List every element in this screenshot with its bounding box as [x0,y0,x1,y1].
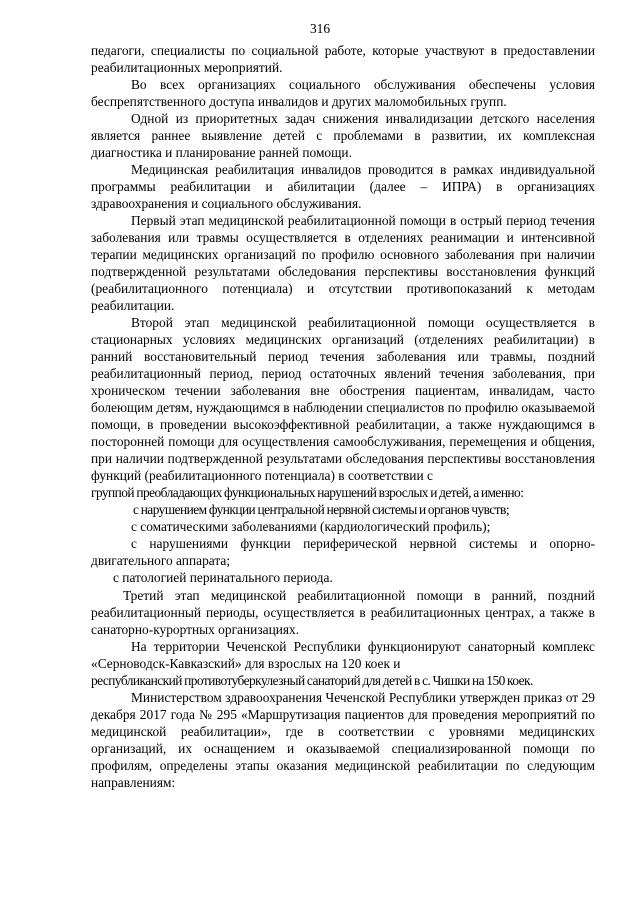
paragraph: На территории Чеченской Республики функционируют санаторный комплекс «Серноводск-Кавказский» для взрослых на 120 коек и [91,639,595,671]
list-item: с патологией перинатального периода. [113,570,333,585]
page-number: 316 [309,21,331,36]
paragraph: Одной из приоритетных задач снижения инвалидизации детского населения является раннее выявление детей с проблемами в развитии, их комплексная диагностика и планирование ранней помощи. [91,111,595,160]
paragraph: республиканский противотуберкулезный санаторий для детей в с. Чишки на 150 коек. [91,673,533,688]
list-item: с нарушениями функции периферической нервной системы и опорно-двигательного аппарата; [91,536,595,568]
document-body [91,42,595,791]
paragraph: Медицинская реабилитация инвалидов проводится в рамках индивидуальной программы реабилитации и абилитации (далее – ИПРА) в организациях здравоохранения и социального обслуживания. [91,162,595,211]
paragraph: педагоги, специалисты по социальной работе, которые участвуют в предоставлении реабилитационных мероприятий. [91,43,595,75]
list-item: с нарушением функции центральной нервной системы и органов чувств; [133,502,509,517]
paragraph: Второй этап медицинской реабилитационной помощи осуществляется в стационарных условиях медицинских организаций (отделениях реабилитации) в ранний восстановительный период течения заболевания или травмы, поздний реабилитационный период, период остаточных явлений течения заболевания, при хроническом течении заболевания вне обострения пациентам, инвалидам, часто болеющим детям, нуждающимся в наблюдении специалистов по профилю оказываемой помощи, в проведении высокоэффективной реабилитации, а также нуждающимся в посторонней помощи для осуществления самообслуживания, перемещения и общения, при наличии подтвержденной результатами обследования перспективы восстановления функций (реабилитационного потенциала) в соответствии с [91,315,595,483]
list-item: с соматическими заболеваниями (кардиологический профиль); [131,519,491,534]
paragraph: группой преобладающих функциональных нарушений взрослых и детей, а именно: [91,485,524,500]
paragraph: Во всех организациях социального обслуживания обеспечены условия беспрепятственного доступа инвалидов и других маломобильных групп. [91,77,595,109]
paragraph: Третий этап медицинской реабилитационной помощи в ранний, поздний реабилитационный периоды, осуществляется в реабилитационных центрах, а также в санаторно-курортных организациях. [91,588,595,637]
paragraph: Первый этап медицинской реабилитационной помощи в острый период течения заболевания или травмы осуществляется в отделениях реанимации и интенсивной терапии медицинских организаций по профилю основного заболевания при наличии подтвержденной результатами обследования перспективы восстановления функций (реабилитационного потенциала) и отсутствии противопоказаний к методам реабилитации. [91,213,595,313]
paragraph: Министерством здравоохранения Чеченской Республики утвержден приказ от 29 декабря 2017 года № 295 «Маршрутизация пациентов для проведения мероприятий по медицинской реабилитации», где в соответствии с уровнями медицинских организаций, их оснащением и оказываемой специализированной помощи по профилям, определены этапы оказания медицинской реабилитации по следующим направлениям: [91,690,595,790]
